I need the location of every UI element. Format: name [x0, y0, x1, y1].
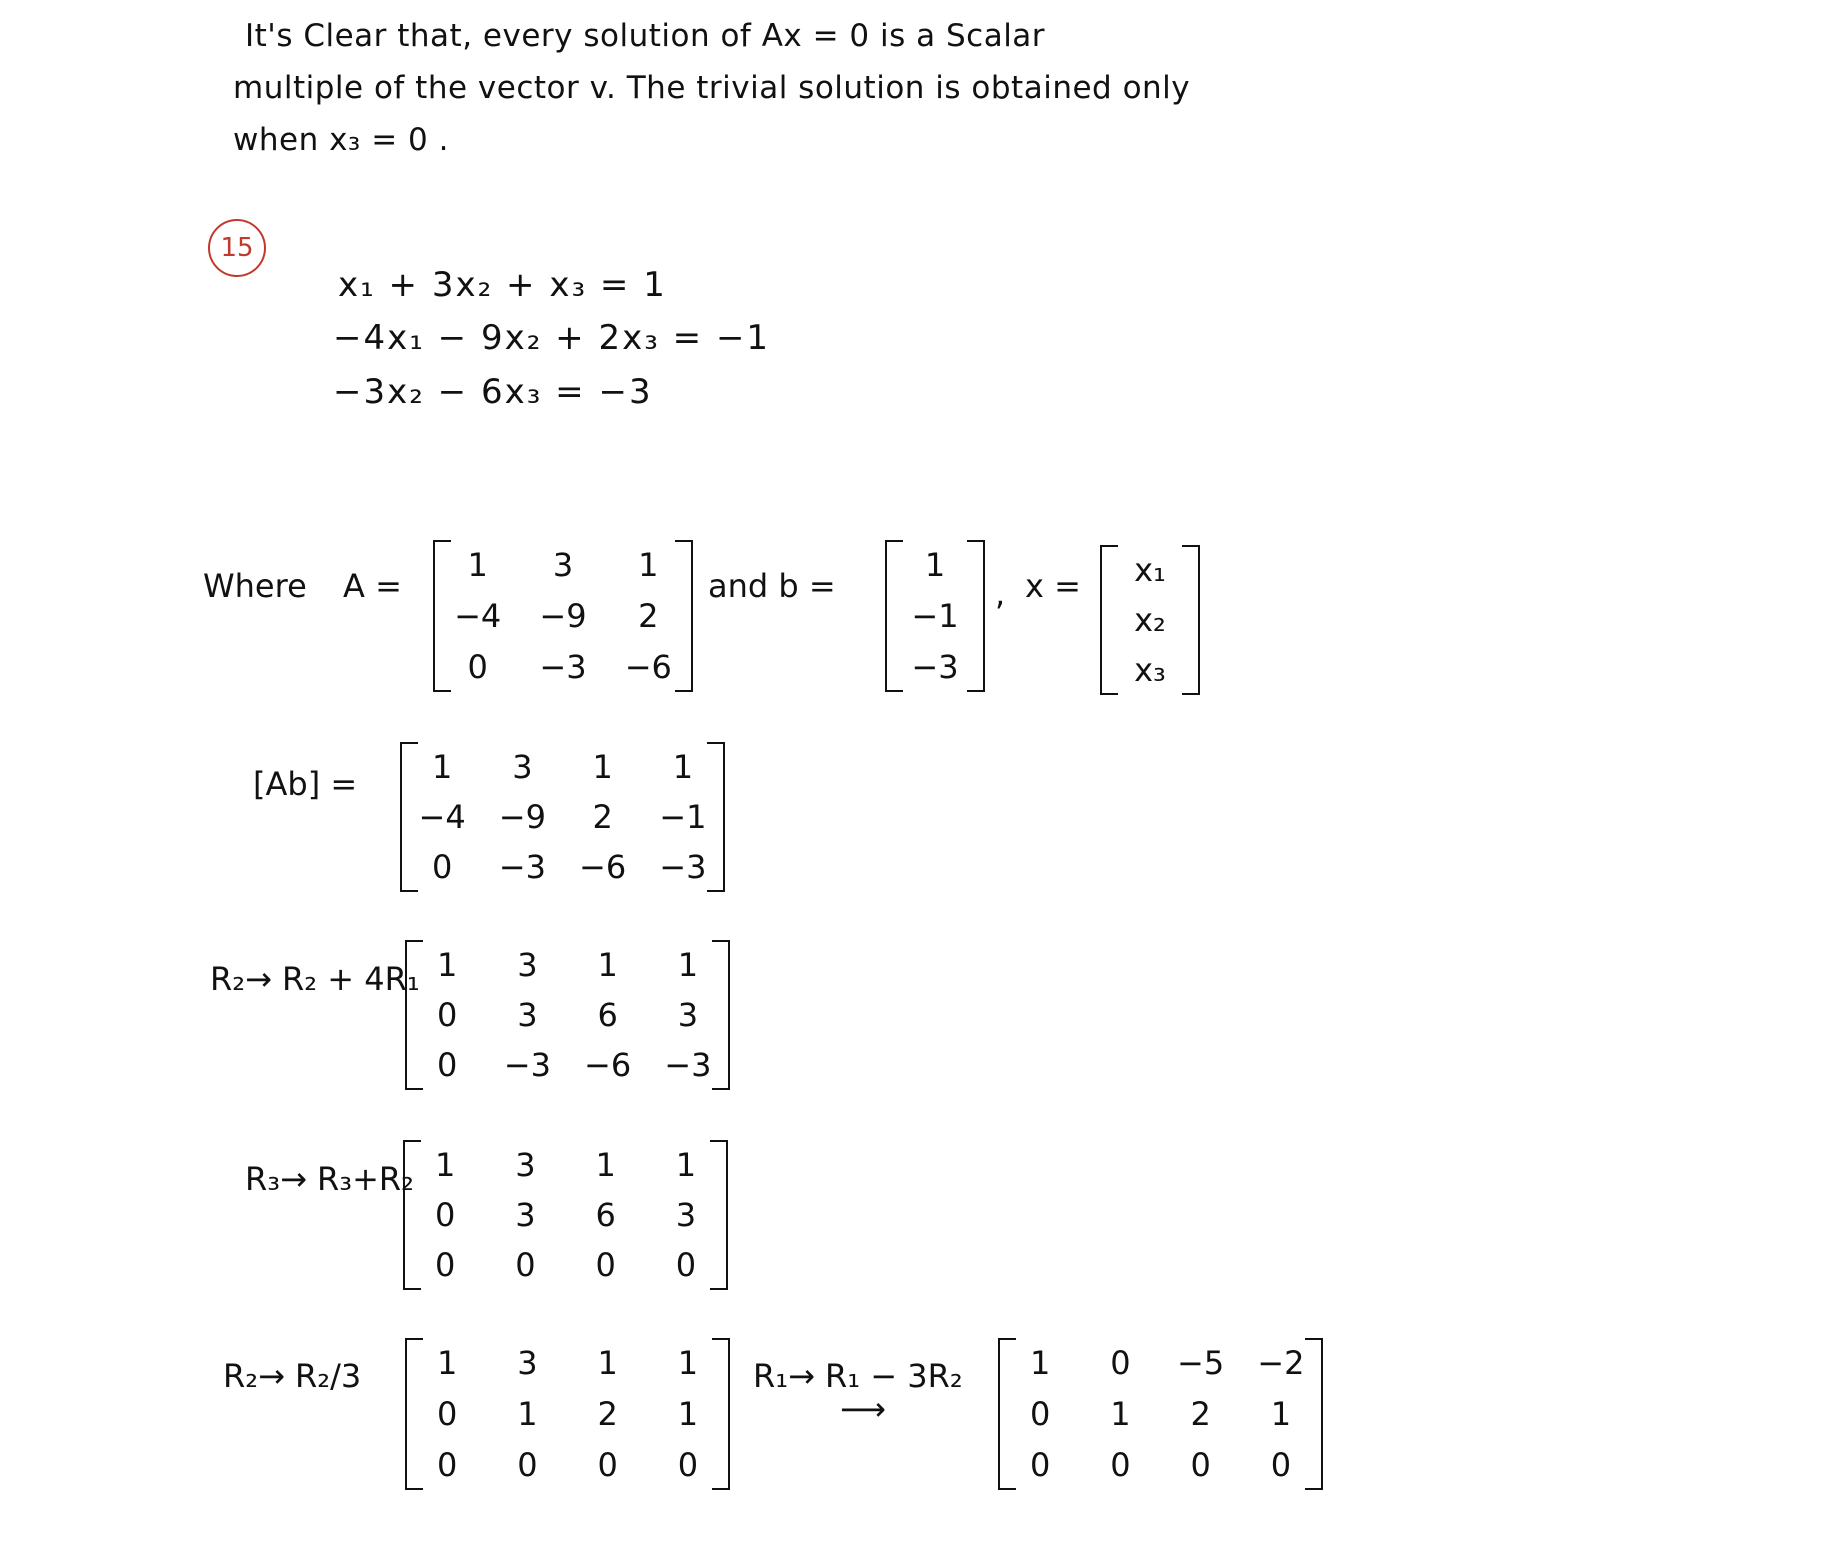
- matrix-cell: 1: [431, 748, 453, 786]
- matrix-cell: −3: [659, 848, 707, 886]
- matrix-cell: x₁: [1134, 551, 1166, 589]
- matrix-cell: 3: [552, 546, 574, 585]
- matrix-cell: 3: [517, 946, 538, 984]
- matrix-cell: 0: [436, 1445, 458, 1484]
- matrix-cell: −3: [498, 848, 546, 886]
- matrix-cell: 3: [515, 1196, 536, 1234]
- matrix-cell: 0: [597, 1445, 618, 1484]
- step4-matrix: [998, 1338, 1323, 1490]
- matrix-cell: 0: [1270, 1445, 1292, 1484]
- matrix-cell: 3: [675, 1196, 697, 1234]
- matrix-cell: 0: [1110, 1445, 1131, 1484]
- matrix-cell: −6: [584, 1046, 632, 1084]
- step1-matrix: [405, 940, 730, 1090]
- matrix-cell: 1: [675, 1146, 697, 1184]
- vector-x: [1100, 545, 1200, 695]
- matrix-cell: 1: [517, 1394, 538, 1433]
- matrix-cell: 0: [1029, 1394, 1051, 1433]
- matrix-cell: 0: [677, 1445, 699, 1484]
- matrix-a-label: A =: [343, 567, 402, 605]
- matrix-cell: 1: [638, 546, 659, 585]
- where-label: Where: [203, 567, 307, 605]
- comma-separator: ,: [995, 575, 1006, 613]
- matrix-cell: 1: [677, 946, 699, 984]
- matrix-cell: 1: [436, 946, 458, 984]
- matrix-cell: x₂: [1134, 601, 1166, 639]
- step1-operation-label: R₂→ R₂ + 4R₁: [210, 960, 420, 998]
- step3-operation-label: R₂→ R₂/3: [223, 1357, 362, 1395]
- problem-number-badge: 15: [208, 219, 266, 277]
- matrix-cell: 2: [592, 798, 613, 836]
- matrix-cell: 1: [597, 1344, 618, 1383]
- matrix-cell: 0: [467, 647, 488, 686]
- matrix-cell: 0: [436, 1046, 458, 1084]
- matrix-cell: 0: [515, 1246, 536, 1284]
- matrix-cell: x₃: [1134, 651, 1166, 689]
- matrix-cell: 0: [517, 1445, 538, 1484]
- matrix-cell: 0: [595, 1246, 616, 1284]
- matrix-cell: −1: [659, 798, 707, 836]
- intro-line-3: when x₃ = 0 .: [233, 122, 449, 158]
- x-vector-label: x =: [1025, 567, 1081, 605]
- matrix-cell: 3: [517, 996, 538, 1034]
- matrix-cell: 1: [597, 946, 618, 984]
- matrix-cell: −1: [911, 596, 959, 635]
- matrix-cell: 0: [1190, 1445, 1211, 1484]
- matrix-cell: 1: [595, 1146, 616, 1184]
- matrix-cell: 0: [431, 848, 453, 886]
- matrix-cell: 2: [597, 1394, 618, 1433]
- matrix-cell: 0: [436, 1394, 458, 1433]
- matrix-cell: −6: [579, 848, 627, 886]
- matrix-cell: −9: [498, 798, 546, 836]
- matrix-cell: 1: [436, 1344, 458, 1383]
- step4-arrow: ⟶: [840, 1390, 886, 1428]
- matrix-cell: 1: [672, 748, 694, 786]
- intro-line-1: It's Clear that, every solution of Ax = 0 is a Scalar: [245, 18, 1046, 54]
- matrix-cell: 3: [677, 996, 699, 1034]
- matrix-cell: 0: [675, 1246, 697, 1284]
- vector-b: [885, 540, 985, 692]
- step4-operation-label: R₁→ R₁ − 3R₂: [753, 1357, 963, 1395]
- matrix-cell: 1: [677, 1394, 699, 1433]
- matrix-cell: −6: [624, 647, 672, 686]
- matrix-cell: 1: [1110, 1394, 1131, 1433]
- matrix-cell: 3: [515, 1146, 536, 1184]
- and-b-label: and b =: [708, 567, 836, 605]
- equation-1: x₁ + 3x₂ + x₃ = 1: [338, 265, 667, 305]
- matrix-cell: 1: [467, 546, 488, 585]
- matrix-cell: 0: [436, 996, 458, 1034]
- matrix-cell: 2: [1190, 1394, 1211, 1433]
- equation-2: −4x₁ − 9x₂ + 2x₃ = −1: [333, 318, 771, 358]
- matrix-cell: 1: [592, 748, 613, 786]
- step3-matrix: [405, 1338, 730, 1490]
- matrix-cell: 6: [597, 996, 618, 1034]
- equation-3: −3x₂ − 6x₃ = −3: [333, 372, 653, 412]
- matrix-cell: −9: [539, 596, 587, 635]
- augmented-label: [Ab] =: [253, 765, 358, 803]
- intro-line-2: multiple of the vector v. The trivial solution is obtained only: [233, 70, 1191, 106]
- matrix-cell: 0: [434, 1196, 456, 1234]
- matrix-cell: −3: [911, 647, 959, 686]
- matrix-cell: 0: [434, 1246, 456, 1284]
- matrix-cell: −4: [454, 596, 502, 635]
- matrix-cell: 3: [512, 748, 533, 786]
- matrix-cell: −2: [1257, 1344, 1305, 1383]
- matrix-cell: 2: [638, 596, 659, 635]
- matrix-cell: 3: [517, 1344, 538, 1383]
- matrix-cell: −4: [418, 798, 466, 836]
- matrix-cell: −3: [664, 1046, 712, 1084]
- augmented-matrix: [400, 742, 725, 892]
- matrix-a: [433, 540, 693, 692]
- matrix-cell: 1: [1270, 1394, 1292, 1433]
- matrix-cell: −3: [503, 1046, 551, 1084]
- matrix-cell: −5: [1177, 1344, 1225, 1383]
- matrix-cell: 1: [1029, 1344, 1051, 1383]
- matrix-cell: 6: [595, 1196, 616, 1234]
- matrix-cell: 0: [1110, 1344, 1131, 1383]
- matrix-cell: 1: [677, 1344, 699, 1383]
- step2-operation-label: R₃→ R₃+R₂: [245, 1160, 414, 1198]
- matrix-cell: 1: [924, 546, 946, 585]
- matrix-cell: 0: [1029, 1445, 1051, 1484]
- matrix-cell: 1: [434, 1146, 456, 1184]
- matrix-cell: −3: [539, 647, 587, 686]
- step2-matrix: [403, 1140, 728, 1290]
